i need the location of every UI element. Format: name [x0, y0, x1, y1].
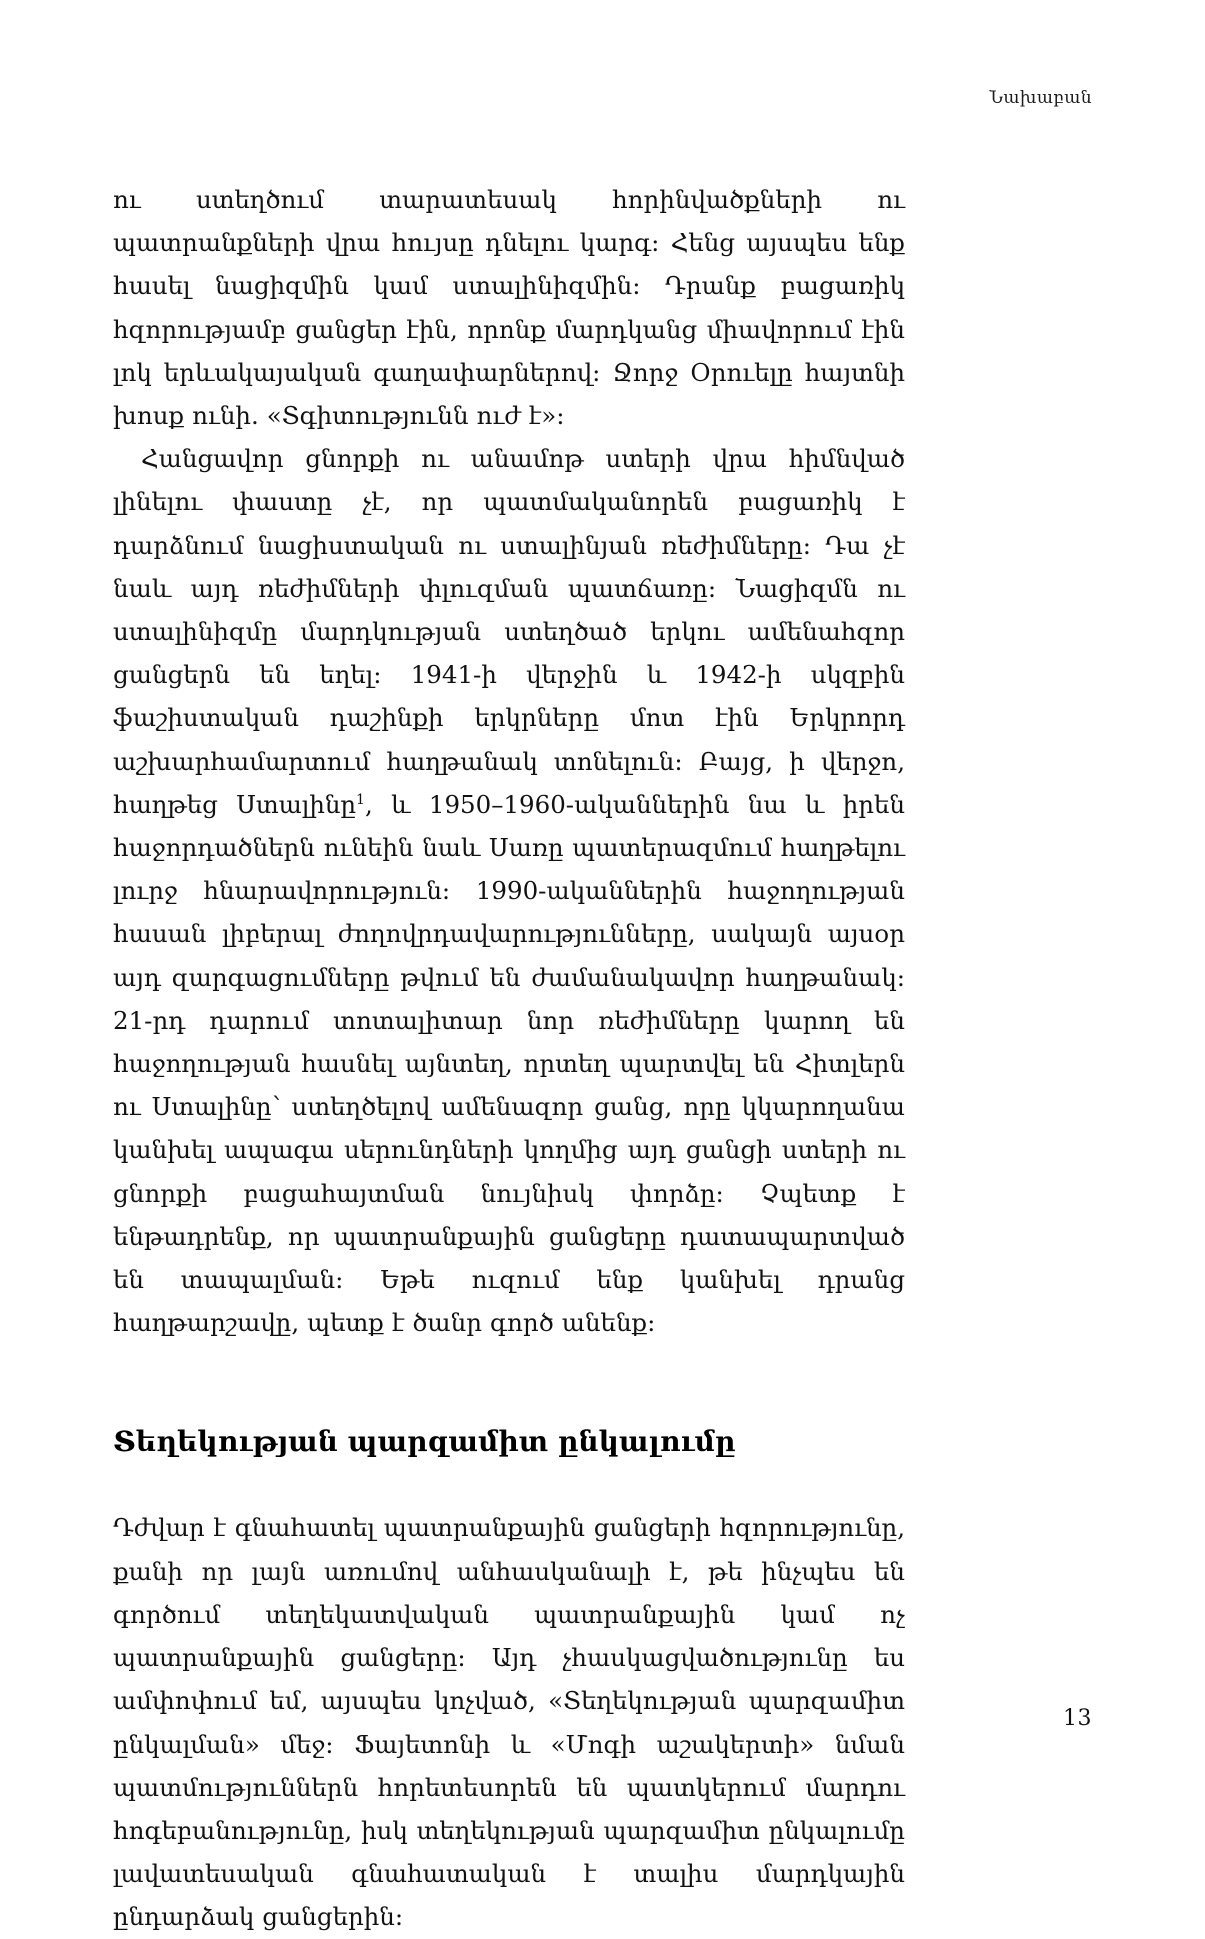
paragraph-section-body: Դժվար է գնահատել պատրանքային ցանցերի հզորությունը, քանի որ լայն առումով անհասկանալի է, թե ինչպես են գործում տեղեկատվական պատրանքային կամ ոչ պատրանքային ցանցերը: Այդ չհասկացվածությունը ես ամփոփում եմ, այսպես կոչված, «Տեղեկության պարզամիտ ընկալման» մեջ: Ֆայետոնի և «Մոգի աշակերտի» նման պատմություններն հորետեսորեն են պատկերում մարդու հոգեբանությունը, իսկ տեղեկության պարզամիտ ընկալումը լավատեսական գնահատական է տալիս մարդկային ընդարձակ ցանցերին: [113, 1513, 905, 1932]
paragraph-text-before-footnote: Հանցավոր ցնորքի ու անամոթ ստերի վրա հիմնված լինելու փաստը չէ, որ պատմականորեն բացառիկ է դարձնում նացիստական ու ստալինյան ռեժիմները: Դա չէ նաև այդ ռեժիմների փլուզման պատճառը: Նացիզմն ու ստալինիզմը մարդկության ստեղծած երկու ամենահզոր ցանցերն են եղել: 1941-ի վերջին և 1942-ի սկզբին ֆաշիստական դաշինքի երկրները մոտ էին Երկրորդ աշխարհամարտում հաղթանակ տոնելուն: Բայց, ի վերջո, հաղթեց Ստալինը [113, 444, 905, 819]
paragraph-continuation: ու ստեղծում տարատեսակ հորինվածքների ու պատրանքների վրա հույսը դնելու կարգ: Հենց այսպես ենք հասել նացիզմին կամ ստալինիզմին: Դրանք բացառիկ հզորությամբ ցանցեր էին, որոնք մարդկանց միավորում էին լոկ երևակայական գաղափարներով: Ջորջ Օրուելը հայտնի խոսք ունի. «Տգիտությունն ուժ է»: [113, 185, 905, 431]
spacer-above-heading [113, 1344, 905, 1422]
text-column [113, 178, 905, 1939]
page-number: 13 [1063, 1706, 1092, 1731]
paragraph-with-footnote [113, 437, 905, 1344]
running-header: Նախաբան [989, 88, 1092, 108]
spacer-below-heading [113, 1462, 905, 1506]
footnote-reference-marker: 1 [356, 791, 365, 808]
paragraph-text-after-footnote: , և 1950–1960-ականներին նա և իրեն հաջորդածներն ունեին նաև Սառը պատերազմում հաղթելու լուրջ հնարավորություն: 1990-ականներին հաջողության հասան լիբերալ ժողովրդավարությունները, սակայն այսօր այդ զարգացումները թվում են ժամանակավոր հաղթանակ: 21-րդ դարում տոտալիտար նոր ռեժիմները կարող են հաջողության հասնել այնտեղ, որտեղ պարտվել են Հիտլերն ու Ստալինը՝ ստեղծելով ամենազոր ցանց, որը կկարողանա կանխել ապագա սերունդների կողմից այդ ցանցի ստերի ու ցնորքի բացահայտման նույնիսկ փորձը: Չպետք է ենթադրենք, որ պատրանքային ցանցերը դատապարտված են տապալման: Եթե ուզում ենք կանխել դրանց հաղթարշավը, պետք է ծանր գործ անենք: [113, 789, 905, 1338]
section-heading: Տեղեկության պարզամիտ ընկալումը [113, 1425, 736, 1459]
